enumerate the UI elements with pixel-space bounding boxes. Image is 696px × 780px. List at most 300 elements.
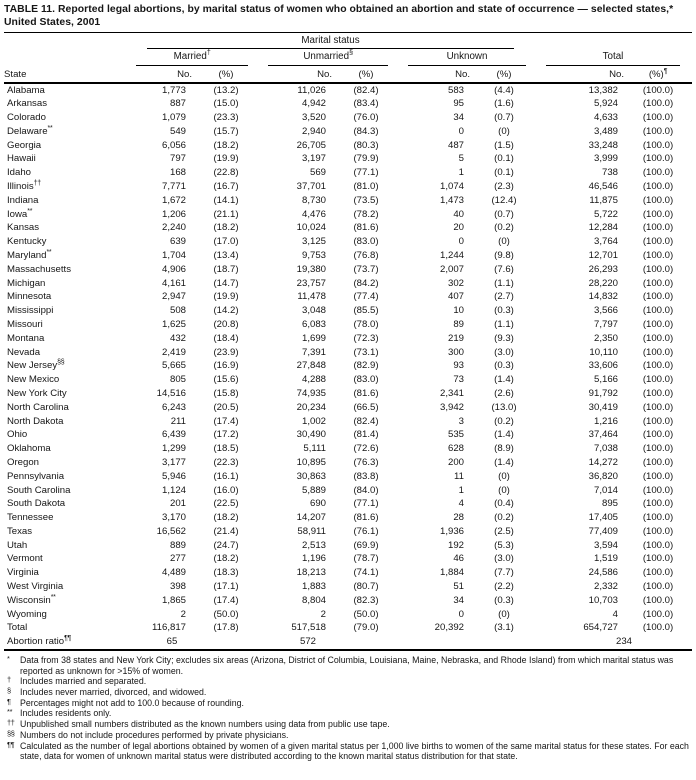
percent-cell: (100.0) bbox=[642, 401, 674, 413]
percent-cell: (4.4) bbox=[494, 84, 514, 96]
percent-cell: (76.3) bbox=[353, 456, 379, 468]
percent-cell: (15.6) bbox=[213, 374, 239, 386]
state-cell: Oregon bbox=[7, 456, 39, 468]
count-cell: 30,863 bbox=[296, 470, 326, 482]
count-cell: 1,883 bbox=[301, 581, 326, 593]
footnote bbox=[7, 676, 692, 687]
percent-cell: (15.7) bbox=[213, 125, 239, 137]
table-row bbox=[4, 304, 692, 318]
abortion-ratio-married-value: 65 bbox=[128, 635, 260, 650]
percent-cell: (100.0) bbox=[642, 180, 674, 192]
count-cell: 33,248 bbox=[588, 139, 619, 151]
state-cell: Maryland** bbox=[7, 248, 52, 261]
count-cell: 30,490 bbox=[296, 429, 326, 441]
percent-cell: (0) bbox=[498, 470, 510, 482]
percent-cell: (81.0) bbox=[353, 180, 379, 192]
percent-cell: (15.8) bbox=[213, 387, 239, 399]
percent-cell: (17.0) bbox=[213, 236, 239, 248]
count-cell: 10,703 bbox=[588, 594, 619, 606]
percent-cell: (21.1) bbox=[213, 208, 239, 220]
state-cell: New Jersey§§ bbox=[7, 359, 65, 372]
ratio-section bbox=[4, 635, 692, 650]
table-row bbox=[4, 359, 692, 373]
table-row bbox=[4, 345, 692, 359]
count-cell: 3,489 bbox=[594, 125, 619, 137]
percent-cell: (73.5) bbox=[353, 194, 379, 206]
count-cell: 73 bbox=[453, 374, 464, 386]
count-cell: 7,771 bbox=[161, 180, 186, 192]
column-group-unknown bbox=[400, 49, 538, 66]
count-cell: 7,391 bbox=[301, 346, 326, 358]
percent-cell: (0) bbox=[498, 125, 510, 137]
count-cell: 5,924 bbox=[594, 98, 619, 110]
table-row bbox=[4, 193, 692, 207]
column-group-total bbox=[538, 49, 692, 66]
percent-cell: (100.0) bbox=[642, 263, 674, 275]
percent-cell: (100.0) bbox=[642, 539, 674, 551]
table-row bbox=[4, 442, 692, 456]
percent-cell: (100.0) bbox=[642, 98, 674, 110]
footnote-text: Unpublished small numbers distributed as the known numbers using data from public use tape. bbox=[20, 719, 390, 730]
count-cell: 10,024 bbox=[296, 222, 326, 234]
percent-cell: (100.0) bbox=[642, 608, 674, 620]
footnote-marker: § bbox=[7, 685, 11, 695]
percent-cell: (18.2) bbox=[213, 139, 239, 151]
percent-cell: (100.0) bbox=[642, 332, 674, 344]
count-cell: 14,272 bbox=[588, 456, 619, 468]
state-footnote-marker: §§ bbox=[57, 359, 65, 367]
state-cell: Indiana bbox=[7, 194, 39, 206]
count-cell: 2,007 bbox=[439, 263, 464, 275]
percent-cell: (74.1) bbox=[353, 567, 379, 579]
state-cell: Virginia bbox=[7, 567, 39, 579]
percent-cell: (66.5) bbox=[353, 401, 379, 413]
percent-cell: (13.2) bbox=[213, 84, 239, 96]
count-cell: 1 bbox=[458, 484, 464, 496]
count-cell: 37,464 bbox=[588, 429, 619, 441]
percent-cell: (80.7) bbox=[353, 581, 379, 593]
percent-cell: (100.0) bbox=[642, 318, 674, 330]
count-cell: 12,284 bbox=[588, 222, 619, 234]
unmarried-pct-header: (%) bbox=[332, 66, 400, 84]
percent-cell: (22.3) bbox=[213, 456, 239, 468]
state-cell: Georgia bbox=[7, 139, 42, 151]
table-row bbox=[4, 235, 692, 249]
percent-cell: (77.1) bbox=[353, 167, 379, 179]
abortion-ratio-unmarried-value: 572 bbox=[260, 635, 400, 650]
percent-cell: (16.7) bbox=[213, 180, 239, 192]
count-cell: 18,213 bbox=[296, 567, 326, 579]
count-cell: 3,942 bbox=[439, 401, 464, 413]
count-cell: 46 bbox=[453, 553, 464, 565]
state-cell: Tennessee bbox=[7, 512, 54, 524]
state-cell: Utah bbox=[7, 539, 28, 551]
count-cell: 6,056 bbox=[161, 139, 186, 151]
state-cell: Iowa** bbox=[7, 207, 33, 220]
count-cell: 4,161 bbox=[161, 277, 186, 289]
count-cell: 1,519 bbox=[594, 553, 619, 565]
state-cell: Missouri bbox=[7, 318, 43, 330]
count-cell: 8,730 bbox=[301, 194, 326, 206]
unmarried-group-label: Unmarried bbox=[303, 51, 350, 62]
state-cell: Alabama bbox=[7, 84, 45, 96]
percent-cell: (2.3) bbox=[494, 180, 514, 192]
state-cell: Oklahoma bbox=[7, 443, 51, 455]
count-cell: 20,234 bbox=[296, 401, 326, 413]
percent-cell: (17.8) bbox=[213, 622, 239, 634]
percent-cell: (13.0) bbox=[491, 401, 517, 413]
percent-cell: (2.2) bbox=[494, 581, 514, 593]
footnote bbox=[7, 730, 692, 741]
married-no-header: No. bbox=[128, 66, 192, 84]
percent-cell: (81.6) bbox=[353, 512, 379, 524]
count-cell: 14,832 bbox=[588, 291, 619, 303]
count-cell: 11,875 bbox=[589, 194, 619, 206]
state-cell: Illinois†† bbox=[7, 179, 41, 192]
count-cell: 1,773 bbox=[161, 84, 186, 96]
marital-status-label: Marital status bbox=[147, 33, 514, 49]
count-cell: 93 bbox=[453, 360, 464, 372]
percent-cell: (0.3) bbox=[494, 305, 514, 317]
count-cell: 2,341 bbox=[439, 387, 464, 399]
count-cell: 889 bbox=[169, 539, 186, 551]
percent-cell: (100.0) bbox=[642, 429, 674, 441]
state-footnote-marker: ** bbox=[50, 593, 56, 601]
abortion-ratio-total-value: 234 bbox=[538, 635, 692, 650]
percent-cell: (2.7) bbox=[494, 291, 514, 303]
table-row bbox=[4, 262, 692, 276]
count-cell: 6,243 bbox=[161, 401, 186, 413]
percent-cell: (100.0) bbox=[642, 415, 674, 427]
count-cell: 3,125 bbox=[301, 236, 326, 248]
count-cell: 1 bbox=[458, 167, 464, 179]
state-cell: Vermont bbox=[7, 553, 43, 565]
percent-cell: (0.3) bbox=[494, 594, 514, 606]
count-cell: 1,699 bbox=[301, 332, 326, 344]
percent-cell: (0.7) bbox=[494, 111, 514, 123]
count-cell: 19,380 bbox=[296, 263, 326, 275]
count-cell: 0 bbox=[458, 236, 464, 248]
unmarried-no-header: No. bbox=[260, 66, 332, 84]
percent-cell: (78.0) bbox=[353, 318, 379, 330]
percent-cell: (18.2) bbox=[213, 553, 239, 565]
table-title: TABLE 11. Reported legal abortions, by marital status of women who obtained an abortion and state of occurrence — selected states,* United States, 2001 bbox=[4, 4, 674, 28]
percent-cell: (24.7) bbox=[213, 539, 239, 551]
percent-cell: (17.2) bbox=[213, 429, 239, 441]
percent-cell: (2.6) bbox=[494, 387, 514, 399]
percent-cell: (72.6) bbox=[353, 443, 379, 455]
count-cell: 895 bbox=[602, 498, 619, 510]
percent-cell: (14.1) bbox=[213, 194, 239, 206]
count-cell: 192 bbox=[447, 539, 464, 551]
count-cell: 300 bbox=[447, 346, 464, 358]
table-row bbox=[4, 580, 692, 594]
percent-cell: (100.0) bbox=[642, 443, 674, 455]
count-cell: 517,518 bbox=[291, 622, 326, 634]
percent-cell: (79.9) bbox=[353, 153, 379, 165]
state-cell: South Dakota bbox=[7, 498, 66, 510]
percent-cell: (100.0) bbox=[642, 498, 674, 510]
percent-cell: (19.9) bbox=[213, 291, 239, 303]
unknown-no-header: No. bbox=[400, 66, 470, 84]
table-row bbox=[4, 290, 692, 304]
count-cell: 797 bbox=[169, 153, 186, 165]
percent-cell: (83.8) bbox=[353, 470, 379, 482]
footnote bbox=[7, 708, 692, 719]
footnote-marker: * bbox=[7, 653, 10, 663]
marital-status-group-header bbox=[128, 33, 538, 50]
percent-cell: (100.0) bbox=[642, 512, 674, 524]
table-row bbox=[4, 111, 692, 125]
column-group-unmarried bbox=[260, 49, 400, 66]
count-cell: 1,473 bbox=[439, 194, 464, 206]
subheader-row bbox=[4, 66, 692, 84]
percent-cell: (100.0) bbox=[642, 222, 674, 234]
count-cell: 583 bbox=[447, 84, 464, 96]
count-cell: 1,216 bbox=[594, 415, 619, 427]
count-cell: 690 bbox=[309, 498, 326, 510]
state-cell: Kansas bbox=[7, 222, 39, 234]
table-row bbox=[4, 152, 692, 166]
spanner-state-spacer bbox=[4, 33, 128, 50]
count-cell: 37,701 bbox=[296, 180, 326, 192]
percent-cell: (73.7) bbox=[353, 263, 379, 275]
percent-cell: (17.4) bbox=[213, 415, 239, 427]
count-cell: 3,999 bbox=[594, 153, 619, 165]
count-cell: 33,606 bbox=[588, 360, 619, 372]
count-cell: 4,288 bbox=[301, 374, 326, 386]
state-column-header: State bbox=[4, 66, 128, 84]
count-cell: 74,935 bbox=[296, 387, 326, 399]
count-cell: 3,197 bbox=[301, 153, 326, 165]
percent-cell: (18.4) bbox=[213, 332, 239, 344]
count-cell: 11 bbox=[454, 470, 464, 482]
count-cell: 1,074 bbox=[439, 180, 464, 192]
count-cell: 3,048 bbox=[301, 305, 326, 317]
footnote-marker: †† bbox=[7, 718, 15, 728]
state-cell: Wyoming bbox=[7, 608, 47, 620]
count-cell: 7,038 bbox=[594, 443, 619, 455]
footnotes bbox=[4, 651, 694, 762]
state-cell: Montana bbox=[7, 332, 45, 344]
percent-cell: (15.0) bbox=[213, 98, 239, 110]
count-cell: 116,817 bbox=[152, 622, 186, 634]
count-cell: 654,727 bbox=[583, 622, 619, 634]
count-cell: 6,083 bbox=[301, 318, 326, 330]
percent-cell: (0.1) bbox=[494, 153, 514, 165]
count-cell: 11,026 bbox=[297, 84, 326, 96]
table-row bbox=[4, 97, 692, 111]
column-group-row bbox=[4, 49, 692, 66]
percent-cell: (0.2) bbox=[494, 512, 514, 524]
footnote-text: Percentages might not add to 100.0 because of rounding. bbox=[20, 697, 244, 708]
count-cell: 3,594 bbox=[594, 539, 619, 551]
count-cell: 4,906 bbox=[161, 263, 186, 275]
total-row bbox=[4, 621, 692, 635]
footnote-text: Calculated as the number of legal abortions obtained by women of a given marital status per 1,000 live births to women of the same marital status for these states. For each state, data for women of unknown marital status were distributed according to the known marital status distribution for that state. bbox=[20, 740, 689, 762]
percent-cell: (14.7) bbox=[213, 277, 239, 289]
count-cell: 1,079 bbox=[161, 111, 186, 123]
count-cell: 91,792 bbox=[588, 387, 619, 399]
unmarried-footnote-marker: § bbox=[349, 49, 353, 57]
count-cell: 639 bbox=[169, 236, 186, 248]
percent-cell: (100.0) bbox=[642, 374, 674, 386]
count-cell: 432 bbox=[169, 332, 186, 344]
count-cell: 6,439 bbox=[161, 429, 186, 441]
table-row bbox=[4, 138, 692, 152]
count-cell: 5,889 bbox=[301, 484, 326, 496]
state-cell: Ohio bbox=[7, 429, 28, 441]
count-cell: 738 bbox=[602, 167, 619, 179]
count-cell: 95 bbox=[453, 98, 464, 110]
percent-cell: (16.1) bbox=[213, 470, 239, 482]
count-cell: 2,350 bbox=[594, 332, 619, 344]
percent-cell: (3.0) bbox=[494, 553, 514, 565]
count-cell: 211 bbox=[170, 415, 186, 427]
footnote bbox=[7, 655, 692, 676]
count-cell: 201 bbox=[169, 498, 186, 510]
percent-cell: (100.0) bbox=[642, 277, 674, 289]
percent-cell: (84.0) bbox=[353, 484, 379, 496]
percent-cell: (100.0) bbox=[642, 567, 674, 579]
table-row bbox=[4, 538, 692, 552]
count-cell: 1,124 bbox=[161, 484, 186, 496]
count-cell: 10,110 bbox=[589, 346, 619, 358]
count-cell: 30,419 bbox=[588, 401, 619, 413]
group-state-spacer bbox=[4, 49, 128, 66]
state-cell: Mississippi bbox=[7, 305, 54, 317]
count-cell: 4,633 bbox=[594, 111, 619, 123]
state-cell: New York City bbox=[7, 387, 67, 399]
table-row bbox=[4, 387, 692, 401]
count-cell: 398 bbox=[169, 581, 186, 593]
state-cell: North Carolina bbox=[7, 401, 69, 413]
count-cell: 16,562 bbox=[156, 525, 186, 537]
percent-cell: (100.0) bbox=[642, 139, 674, 151]
count-cell: 1,002 bbox=[301, 415, 326, 427]
footnote-marker: † bbox=[7, 675, 11, 685]
state-cell: Kentucky bbox=[7, 236, 47, 248]
table-row bbox=[4, 525, 692, 539]
abortion-ratio-unknown-value bbox=[400, 635, 538, 650]
count-cell: 17,405 bbox=[588, 512, 619, 524]
count-cell: 4 bbox=[458, 498, 464, 510]
percent-cell: (0.1) bbox=[494, 167, 514, 179]
percent-cell: (100.0) bbox=[642, 387, 674, 399]
count-cell: 10 bbox=[453, 305, 464, 317]
count-cell: 2,940 bbox=[301, 125, 326, 137]
count-cell: 34 bbox=[453, 111, 464, 123]
count-cell: 4 bbox=[612, 608, 619, 620]
footnote-text: Includes married and separated. bbox=[20, 676, 147, 687]
footnote-marker: ** bbox=[7, 707, 13, 717]
total-group-label: Total bbox=[602, 51, 624, 62]
count-cell: 14,516 bbox=[156, 387, 186, 399]
count-cell: 407 bbox=[447, 291, 464, 303]
count-cell: 11,478 bbox=[297, 291, 326, 303]
table-row bbox=[4, 221, 692, 235]
percent-cell: (72.3) bbox=[353, 332, 379, 344]
count-cell: 2 bbox=[320, 608, 326, 620]
state-cell: Delaware** bbox=[7, 124, 53, 137]
percent-cell: (100.0) bbox=[642, 525, 674, 537]
percent-cell: (100.0) bbox=[642, 484, 674, 496]
count-cell: 535 bbox=[447, 429, 464, 441]
count-cell: 3,177 bbox=[161, 456, 186, 468]
percent-cell: (1.4) bbox=[494, 456, 514, 468]
percent-cell: (8.9) bbox=[494, 443, 514, 455]
percent-cell: (12.4) bbox=[491, 194, 517, 206]
percent-cell: (23.3) bbox=[213, 111, 239, 123]
count-cell: 1,704 bbox=[161, 249, 186, 261]
total-pct-header bbox=[624, 66, 692, 84]
count-cell: 4,476 bbox=[301, 208, 326, 220]
percent-cell: (100.0) bbox=[642, 167, 674, 179]
count-cell: 2,947 bbox=[161, 291, 186, 303]
count-cell: 28,220 bbox=[588, 277, 619, 289]
footnote-marker: ¶¶ bbox=[7, 739, 15, 749]
count-cell: 3,566 bbox=[594, 305, 619, 317]
footnote-text: Numbers do not include procedures performed by private physicians. bbox=[20, 729, 289, 740]
percent-cell: (100.0) bbox=[642, 456, 674, 468]
count-cell: 46,546 bbox=[588, 180, 619, 192]
count-cell: 4,489 bbox=[161, 567, 186, 579]
table-row bbox=[4, 607, 692, 621]
percent-cell: (17.1) bbox=[213, 581, 239, 593]
count-cell: 34 bbox=[453, 594, 464, 606]
footnote bbox=[7, 687, 692, 698]
percent-cell: (5.3) bbox=[494, 539, 514, 551]
count-cell: 277 bbox=[169, 553, 186, 565]
percent-cell: (100.0) bbox=[642, 249, 674, 261]
count-cell: 487 bbox=[447, 139, 464, 151]
percent-cell: (22.8) bbox=[213, 167, 239, 179]
state-cell: South Carolina bbox=[7, 484, 71, 496]
percent-cell: (20.8) bbox=[213, 318, 239, 330]
percent-cell: (50.0) bbox=[353, 608, 379, 620]
count-cell: 5,722 bbox=[594, 208, 619, 220]
percent-cell: (0) bbox=[498, 484, 510, 496]
abortion-ratio-label: Abortion ratio bbox=[7, 635, 65, 647]
count-cell: 89 bbox=[453, 318, 464, 330]
count-cell: 302 bbox=[447, 277, 464, 289]
percent-cell: (76.8) bbox=[353, 249, 379, 261]
count-cell: 7,797 bbox=[594, 318, 619, 330]
count-cell: 3,520 bbox=[301, 111, 326, 123]
table-row bbox=[4, 180, 692, 194]
column-group-married bbox=[128, 49, 260, 66]
table-row bbox=[4, 166, 692, 180]
percent-cell: (100.0) bbox=[642, 360, 674, 372]
state-cell: Hawaii bbox=[7, 153, 36, 165]
count-cell: 1,936 bbox=[439, 525, 464, 537]
count-cell: 1,206 bbox=[161, 208, 186, 220]
count-cell: 508 bbox=[169, 305, 186, 317]
percent-cell: (69.9) bbox=[353, 539, 379, 551]
percent-cell: (82.4) bbox=[353, 415, 379, 427]
percent-cell: (100.0) bbox=[642, 153, 674, 165]
count-cell: 77,409 bbox=[588, 525, 619, 537]
count-cell: 219 bbox=[447, 332, 464, 344]
count-cell: 51 bbox=[453, 581, 464, 593]
count-cell: 5,665 bbox=[161, 360, 186, 372]
percent-cell: (81.6) bbox=[353, 387, 379, 399]
count-cell: 36,820 bbox=[588, 470, 619, 482]
state-footnote-marker: ** bbox=[47, 124, 53, 132]
percent-cell: (76.1) bbox=[353, 525, 379, 537]
count-cell: 1,244 bbox=[439, 249, 464, 261]
state-cell: Massachusetts bbox=[7, 263, 71, 275]
